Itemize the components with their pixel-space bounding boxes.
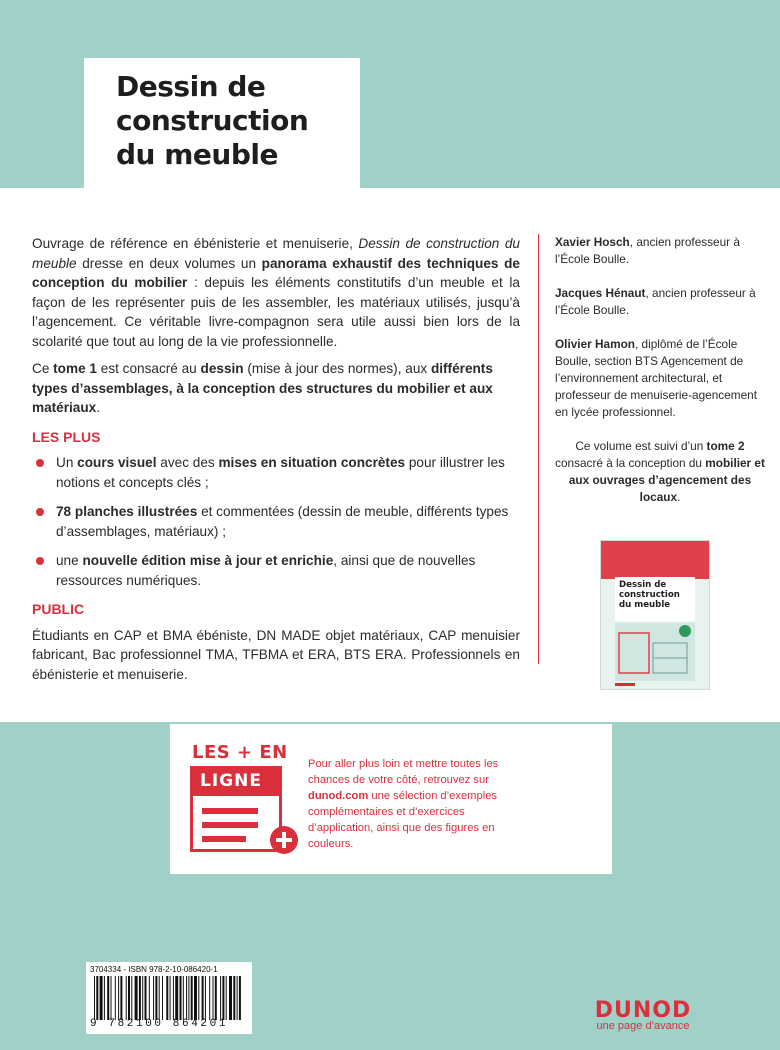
isbn-line: 3704334 - ISBN 978-2-10-086420-1 xyxy=(90,965,218,974)
bullet-icon xyxy=(36,508,44,516)
badge-line-1: LES + EN xyxy=(192,742,288,763)
online-resources-text: Pour aller plus loin et mettre toutes les chances de votre côté, retrouvez sur dunod.com une sélection d’exemples complémentaires et d’exercices d’application, ainsi que des figures en couleurs. xyxy=(308,758,499,850)
publisher-name: DUNOD xyxy=(594,998,692,1023)
plus-icon xyxy=(270,826,298,854)
public-text: Étudiants en CAP et BMA ébéniste, DN MADE objet matériaux, CAP menuisier fabricant, Bac professionnel TMA, TFBMA et ERA, BTS ERA. Professionnels en ébénisterie et menuiserie. xyxy=(32,627,520,682)
publisher-tagline: une page d’avance xyxy=(596,1020,690,1032)
description-paragraph-1: Ouvrage de référence en ébénisterie et menuiserie, Dessin de construction du meuble dresse en deux volumes un panorama exhaustif des techniques de conception du mobilier : depuis les éléments constitutifs d’un meuble et la façon de les représenter puis de les assembler, les matériaux utilisés, jusqu’à l’agencement. Ce véritable livre-compagnon sera utile aussi bien lors de la scolarité que tout au long de la vie professionnelle. xyxy=(32,236,520,349)
bullet-icon xyxy=(36,557,44,565)
online-badge xyxy=(190,742,302,860)
barcode-digits: 9 782100 864201 xyxy=(90,1018,229,1030)
cover-title-box xyxy=(84,58,360,188)
tome-2-cover-title: Dessin de construction du meuble xyxy=(615,577,695,621)
les-plus-item: une nouvelle édition mise à jour et enrichie, ainsi que de nouvelles ressources numériques. xyxy=(32,551,520,590)
les-plus-item: 78 planches illustrées et commentées (dessin de meuble, différents types d’assemblages, matériaux) ; xyxy=(32,502,520,541)
author-bio: Jacques Hénaut, ancien professeur à l’École Boulle. xyxy=(555,286,756,317)
bullet-icon xyxy=(36,459,44,467)
title-line-3: du meuble xyxy=(116,138,278,171)
author-bio: Olivier Hamon, diplômé de l’École Boulle, section BTS Agencement de l’environnement architectural, et professeur de menuiserie-agencement en lycée professionnel. xyxy=(555,337,757,419)
barcode-bars xyxy=(90,976,248,1020)
tome-2-cover-illustration xyxy=(615,623,695,681)
tome-2-note: Ce volume est suivi d’un tome 2 consacré à la conception du mobilier et aux ouvrages d’agencement des locaux. xyxy=(555,439,765,504)
les-plus-item: Un cours visuel avec des mises en situation concrètes pour illustrer les notions et concepts clés ; xyxy=(32,453,520,492)
barcode xyxy=(86,962,252,1034)
description-column xyxy=(32,234,520,692)
author-bio: Xavier Hosch, ancien professeur à l’École Boulle. xyxy=(555,235,740,266)
badge-line-2: LIGNE xyxy=(190,766,282,796)
public-heading: PUBLIC xyxy=(32,601,85,617)
book-title xyxy=(116,70,360,172)
column-divider xyxy=(538,234,539,664)
online-resources-box xyxy=(170,724,612,874)
authors-column xyxy=(555,234,765,506)
publisher-logo xyxy=(588,998,698,1032)
title-line-2: construction xyxy=(116,104,309,137)
tome-2-cover-thumbnail xyxy=(600,540,710,690)
description-paragraph-2: Ce tome 1 est consacré au dessin (mise à jour des normes), aux différents types d’assemblages, à la conception des structures du mobilier et aux matériaux. xyxy=(32,361,493,415)
title-line-1: Dessin de xyxy=(116,70,266,103)
les-plus-heading: LES PLUS xyxy=(32,428,101,445)
